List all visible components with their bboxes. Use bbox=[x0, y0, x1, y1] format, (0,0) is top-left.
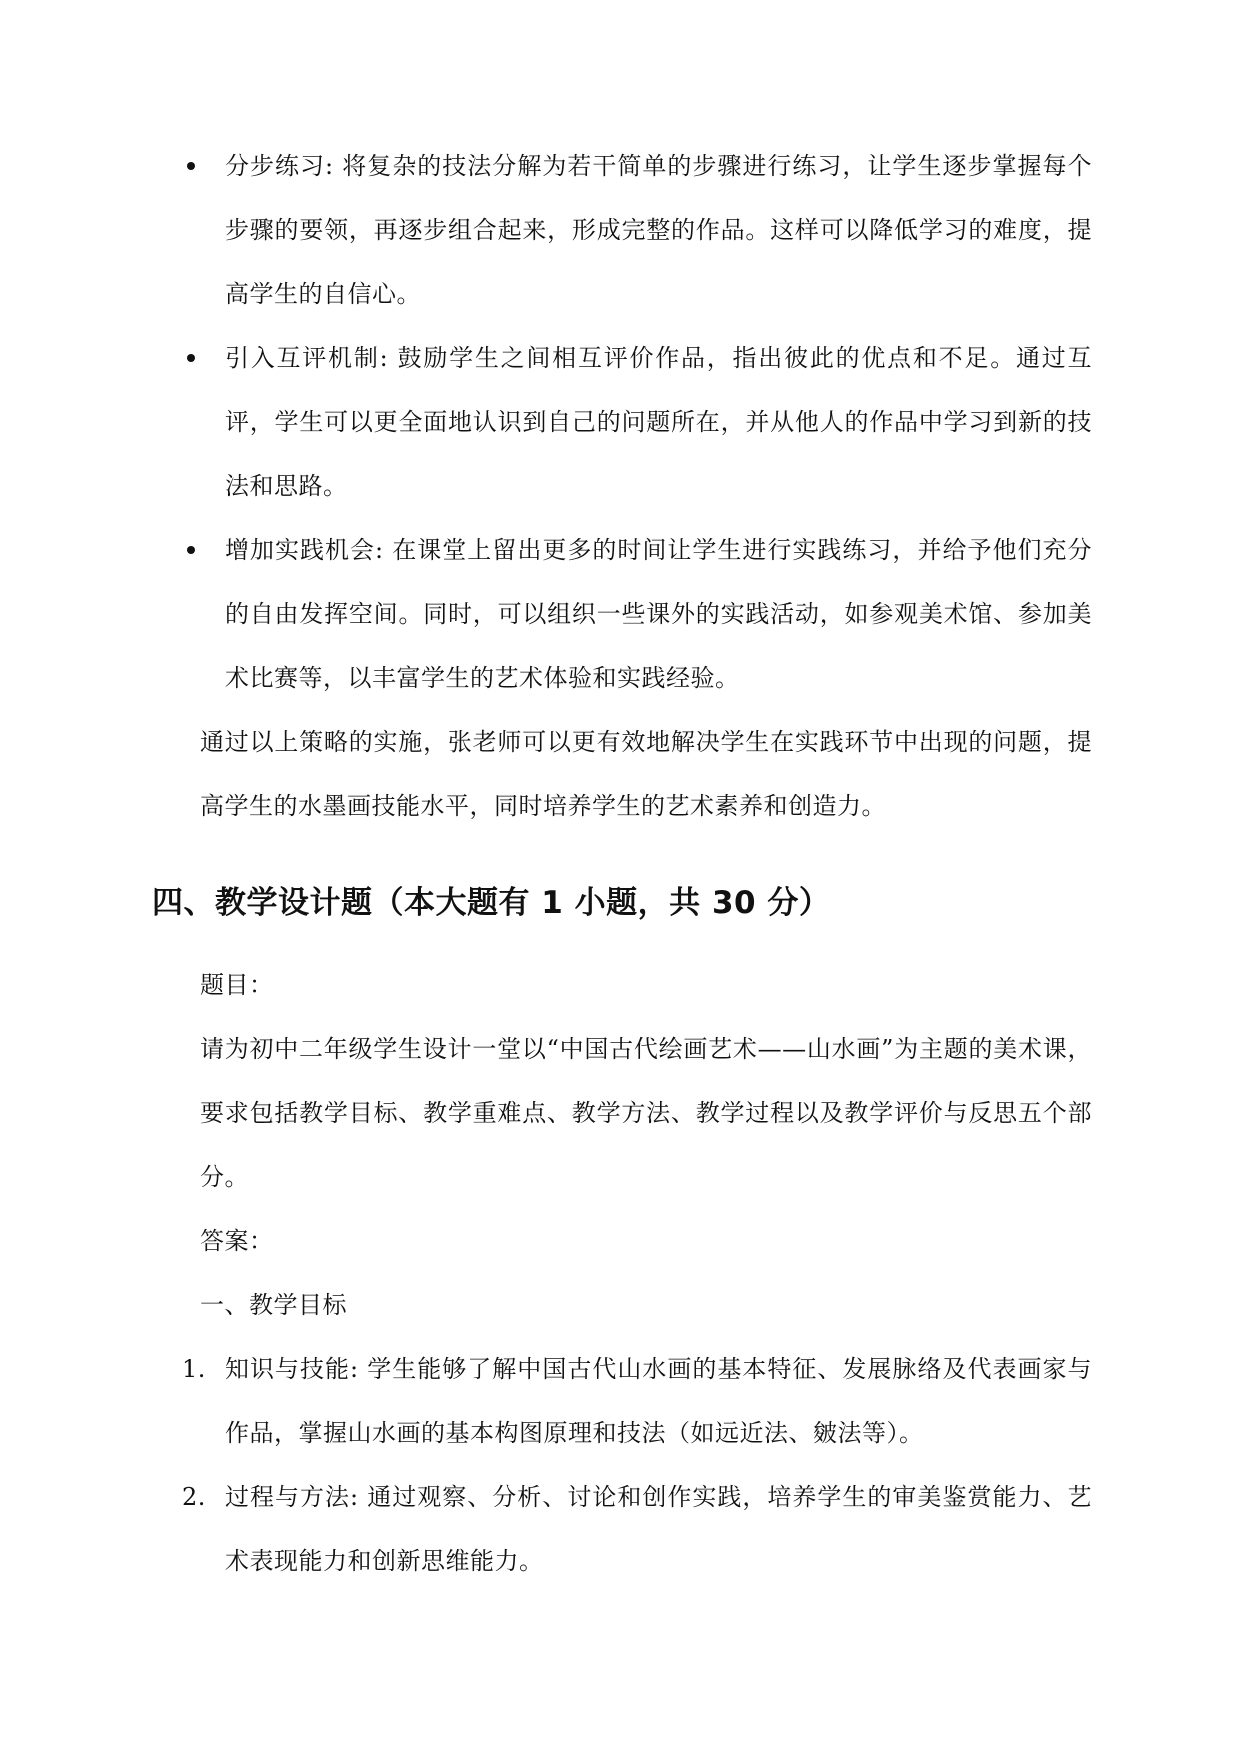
bullet-icon bbox=[187, 162, 195, 170]
list-item bbox=[152, 326, 1092, 518]
item-text: 学生能够了解中国古代山水画的基本特征、发展脉络及代表画家与作品，掌握山水画的基本构图原理和技法（如远近法、皴法等）。 bbox=[225, 1355, 1092, 1447]
bullet-icon bbox=[187, 354, 195, 362]
item-text: 鼓励学生之间相互评价作品，指出彼此的优点和不足。通过互评，学生可以更全面地认识到自己的问题所在，并从他人的作品中学习到新的技法和思路。 bbox=[225, 344, 1092, 500]
list-item bbox=[152, 1465, 1092, 1593]
item-label: 知识与技能: bbox=[225, 1355, 359, 1383]
list-item bbox=[152, 1337, 1092, 1465]
subheading: 一、教学目标 bbox=[200, 1291, 347, 1319]
list-number: 1. bbox=[182, 1355, 206, 1383]
summary-paragraph: 通过以上策略的实施，张老师可以更有效地解决学生在实践环节中出现的问题，提高学生的水墨画技能水平，同时培养学生的艺术素养和创造力。 bbox=[200, 728, 1092, 820]
item-text: 在课堂上留出更多的时间让学生进行实践练习，并给予他们充分的自由发挥空间。同时，可以组织一些课外的实践活动，如参观美术馆、参加美术比赛等，以丰富学生的艺术体验和实践经验。 bbox=[225, 536, 1092, 692]
item-text: 通过观察、分析、讨论和创作实践，培养学生的审美鉴赏能力、艺术表现能力和创新思维能力。 bbox=[225, 1483, 1092, 1575]
item-label: 引入互评机制: bbox=[225, 344, 389, 372]
question-text: 请为初中二年级学生设计一堂以“中国古代绘画艺术——山水画”为主题的美术课，要求包括教学目标、教学重难点、教学方法、教学过程以及教学评价与反思五个部分。 bbox=[200, 1035, 1092, 1191]
list-item bbox=[152, 134, 1092, 326]
item-label: 分步练习: bbox=[225, 152, 334, 180]
item-text: 将复杂的技法分解为若干简单的步骤进行练习，让学生逐步掌握每个步骤的要领，再逐步组合起来，形成完整的作品。这样可以降低学习的难度，提高学生的自信心。 bbox=[225, 152, 1092, 308]
item-label: 过程与方法: bbox=[225, 1483, 359, 1511]
page-content bbox=[152, 134, 1092, 1593]
section-title: 四、教学设计题（本大题有 1 小题，共 30 分） bbox=[152, 885, 831, 921]
list-item bbox=[152, 518, 1092, 710]
strategy-list bbox=[152, 134, 1092, 710]
answer-label: 答案： bbox=[200, 1227, 274, 1255]
list-number: 2. bbox=[182, 1483, 206, 1511]
objectives-list bbox=[152, 1337, 1092, 1593]
bullet-icon bbox=[187, 546, 195, 554]
question-label: 题目： bbox=[200, 971, 274, 999]
item-label: 增加实践机会: bbox=[225, 536, 384, 564]
